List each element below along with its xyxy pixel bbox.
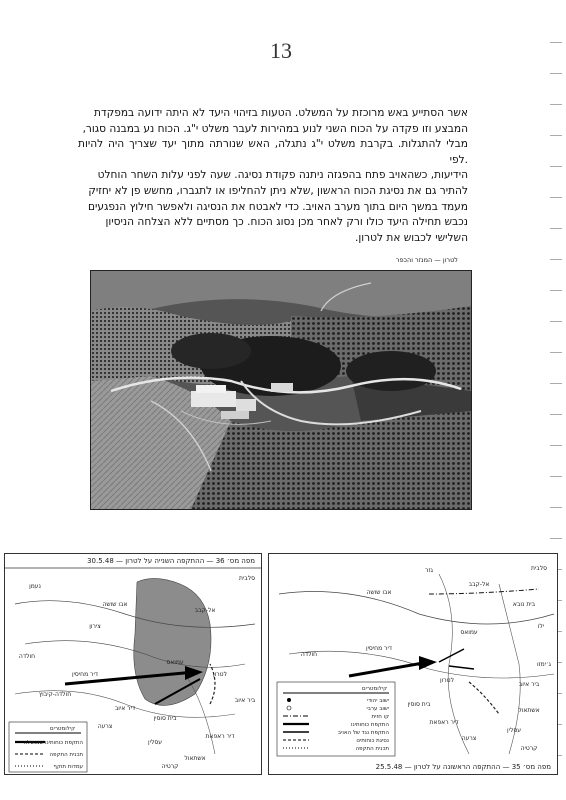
place-label: צרעה <box>97 723 113 730</box>
body-paragraph <box>78 106 468 246</box>
legend-title: קילומטרים <box>361 686 387 692</box>
place-label: צירון <box>89 623 101 630</box>
place-label: נעמן <box>29 583 41 590</box>
place-label: אשתאול <box>518 707 540 714</box>
legend-item: התקפת כוחותינו שנכשלה <box>23 740 83 746</box>
place-label: צרעה <box>461 735 477 742</box>
place-label: גזר <box>425 567 433 574</box>
legend-item: התקפת כוחותינו <box>351 722 389 728</box>
paragraph-line: הידיעות, כשהאויב פתח בהפגזה ניתנה פקודת נסיגה. שעה לפני עלות השחר הוחלט <box>97 169 468 182</box>
place-label: חולדה-קיבוץ <box>38 691 72 698</box>
place-label: לטרון <box>440 677 454 684</box>
paragraph-line: אשר הסתייע באש מרוכזת על המשלט. הטעות בזיהוי היעד לא היתה ידועה במפקדת <box>93 107 468 119</box>
place-label: בית סוסין <box>407 701 431 708</box>
place-label: חולדה <box>300 651 318 658</box>
place-label: דיר מחיסין <box>71 671 99 678</box>
paragraph-line: המבצע וזו פקדה על הכוח השני לנוע במהירות לעבר משלט י"ג. הכוח נע במבנה סגור, <box>82 122 468 135</box>
paragraph-line: להתיר גם את נסיגת הכוח הראשון ,שלא ניתן להחליפו או לתגברו, מחשש פן לא יחזיק <box>88 184 468 197</box>
paragraph-line: השלישי לכבוש את לטרון. <box>355 231 468 244</box>
place-label: אל-קבב <box>194 607 216 614</box>
paragraph-line: מבלי להתגלות. בקרבת משלט י"ג נתגלה, האש שנורתה מתוך יעד שצריך היה להיות .לפי <box>78 138 468 166</box>
place-label: ביר איוב <box>234 697 256 704</box>
map-caption: מפה מס׳ 35 — ההתקפה הראשונה על לטרון — 25.5.48 <box>375 763 551 771</box>
place-label: בית סוסין <box>153 715 177 722</box>
legend-item: התקפת נגד של האויב <box>337 730 389 736</box>
map-first-attack <box>268 553 558 775</box>
photo-caption: לטרון — המנזר והכפר <box>395 256 458 264</box>
map-second-attack <box>4 553 262 775</box>
place-label: אבו שושה <box>366 589 392 596</box>
place-label: דיר ראפאת <box>429 719 459 726</box>
legend-item: נסיגת כוחותינו <box>356 738 389 744</box>
map-drawing <box>5 554 261 774</box>
legend-item: תכנית התקפה <box>49 752 83 758</box>
place-label: סלבית <box>530 565 548 572</box>
place-label: קרטיה <box>161 763 179 770</box>
place-label: קרטיה <box>520 745 538 752</box>
place-label: עמואס <box>460 629 478 636</box>
paragraph-line: נכבש תחילה היעד כולו ורק לאחר מכן נסוג הכוח. כך מסתיים ללא הצלחה הניסיון <box>105 216 468 229</box>
place-label: אל-קבב <box>468 581 490 588</box>
place-label: דיר ראפאת <box>205 733 235 740</box>
place-label: בית נובא <box>512 601 536 608</box>
legend-item: ישוב יהודי <box>366 698 389 704</box>
legend-item: עמדות תוקף <box>53 764 83 770</box>
place-label: ביר איוב <box>518 681 540 688</box>
legend-item: ישוב ערבי <box>366 706 389 712</box>
place-label: אבו שושה <box>102 601 128 608</box>
map-caption: מפה מס׳ 36 — ההתקפה השנייה על לטרון — 30.5.48 <box>87 557 255 565</box>
place-label: דיר מחיסין <box>365 645 393 652</box>
place-label: עסלין <box>506 727 522 734</box>
place-label: עסלין <box>147 739 163 746</box>
legend-item: קו חזית <box>371 714 389 720</box>
page-number: 13 <box>270 38 292 63</box>
place-label: דיר איוב <box>114 705 136 712</box>
place-label: עמואס <box>166 659 184 666</box>
legend-item: תכנית התקפה <box>355 746 389 752</box>
legend-title: קילומטרים <box>49 726 75 732</box>
place-label: ילו <box>537 623 545 630</box>
place-label: ג׳ימזו <box>536 661 552 668</box>
aerial-photo-drawing <box>91 271 471 509</box>
place-label: סלבית <box>238 575 255 582</box>
place-label: לטרון <box>213 671 227 678</box>
place-label: אשתאול <box>184 755 206 762</box>
paragraph-line: מעמד במשך היום בתוך מערב האויב. כדי לאבטח את הנסיגה ולאפשר חילוץ הנפגעים <box>88 200 468 213</box>
place-label: חולדה <box>18 653 36 660</box>
aerial-photo <box>90 270 472 510</box>
map-drawing <box>269 554 557 774</box>
